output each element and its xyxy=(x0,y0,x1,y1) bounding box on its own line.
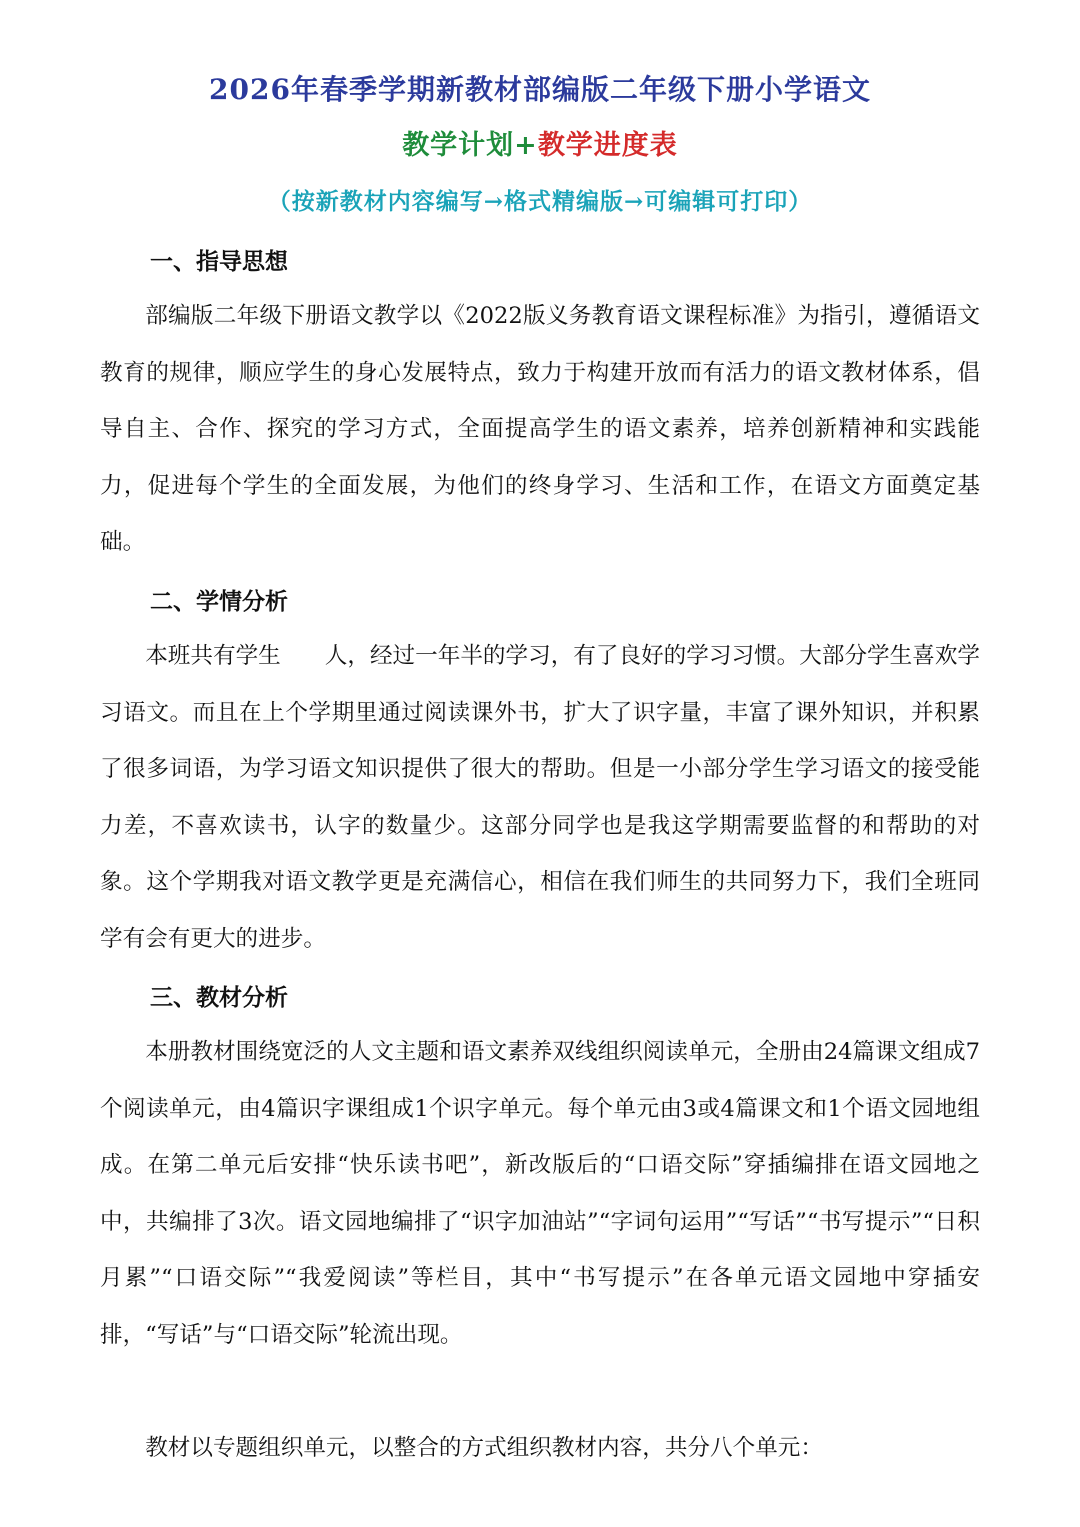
paragraph-unit-overview: 教材以专题组织单元，以整合的方式组织教材内容，共分八个单元： xyxy=(145,1435,823,1461)
section-heading-guiding-ideology: 一、指导思想 xyxy=(150,249,288,275)
document-title: 2026年春季学期新教材部编版二年级下册小学语文 xyxy=(209,73,871,106)
document-note: （按新教材内容编写→格式精编版→可编辑可打印） xyxy=(267,188,813,215)
document-subtitle xyxy=(0,126,1080,166)
subtitle-teaching-plan: 教学计划+ xyxy=(402,130,538,161)
paragraph-textbook-analysis: 本册教材围绕宽泛的人文主题和语文素养双线组织阅读单元，全册由24篇课文组成7个阅读单元，由4篇识字课组成1个识字单元。每个单元由3或4篇课文和1个语文园地组成。在第二单元后安排“快乐读书吧”，新改版后的“口语交际”穿插编排在语文园地之中，共编排了3次。语文园地编排了“识字加油站”“字词句运用”“写话”“书写提示”“日积月累”“口语交际”“我爱阅读”等栏目，其中“书写提示”在各单元语文园地中穿插安排，“写话”与“口语交际”轮流出现。 xyxy=(100,1039,980,1348)
paragraph-guiding-ideology: 部编版二年级下册语文教学以《2022版义务教育语文课程标准》为指引，遵循语文教育的规律，顺应学生的身心发展特点，致力于构建开放而有活力的语文教材体系，倡导自主、合作、探究的学习方式，全面提高学生的语文素养，培养创新精神和实践能力，促进每个学生的全面发展，为他们的终身学习、生活和工作，在语文方面奠定基础。 xyxy=(100,303,980,555)
subtitle-progress-table: 教学进度表 xyxy=(537,130,678,161)
paragraph-student-analysis xyxy=(100,628,980,967)
section-heading-student-analysis: 二、学情分析 xyxy=(150,589,288,615)
student-count-label: 本班共有学生 xyxy=(145,643,281,669)
student-analysis-text: 人，经过一年半的学习，有了良好的学习习惯。大部分学生喜欢学习语文。而且在上个学期里通过阅读课外书，扩大了识字量，丰富了课外知识，并积累了很多词语，为学习语文知识提供了很大的帮助。但是一小部分学生学习语文的接受能力差，不喜欢读书，认字的数量少。这部分同学也是我这学期需要监督的和帮助的对象。这个学期我对语文教学更是充满信心，相信在我们师生的共同努力下，我们全班同学有会有更大的进步。 xyxy=(100,643,981,952)
section-heading-textbook-analysis: 三、教材分析 xyxy=(150,985,288,1011)
